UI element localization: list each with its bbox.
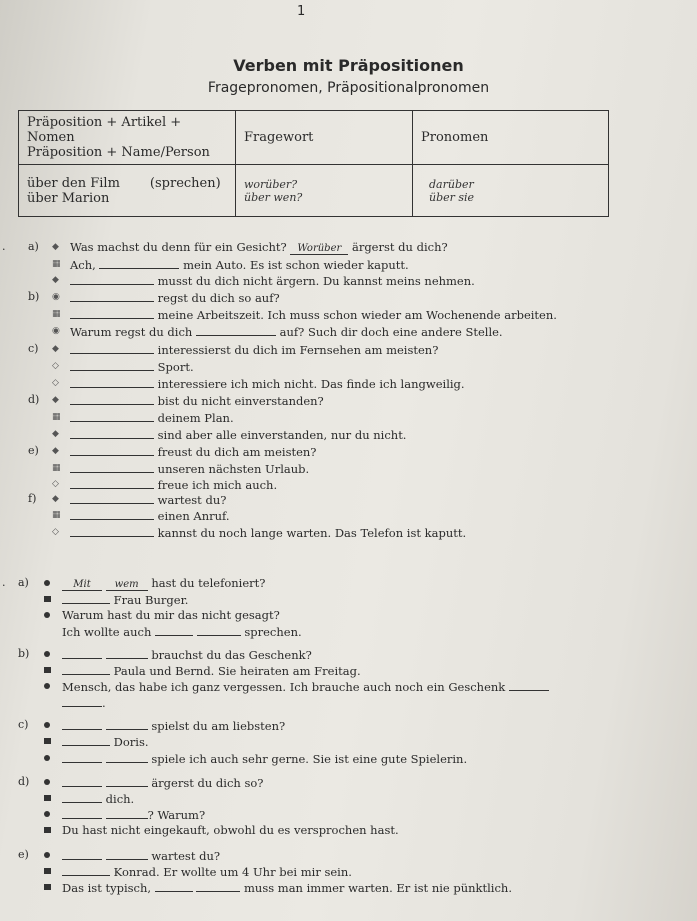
- exercise-line: [70, 342, 438, 357]
- exercise-line: [62, 775, 263, 790]
- speaker-b-square: [44, 884, 51, 890]
- item-label: b): [28, 290, 40, 303]
- answer-blank[interactable]: [62, 718, 102, 730]
- answer-blank[interactable]: [106, 751, 148, 763]
- exercise-line: [70, 273, 475, 288]
- answer-blank[interactable]: [62, 751, 102, 763]
- line-text: ärgerst du dich?: [351, 240, 448, 254]
- line-text: spielst du am liebsten?: [151, 719, 286, 733]
- answer-blank[interactable]: [62, 695, 102, 707]
- exercise-line: [62, 751, 467, 766]
- line-text: Ich wollte auch: [62, 625, 152, 639]
- answer-blank[interactable]: [106, 807, 148, 819]
- speaker-a-icon: ◆: [52, 275, 59, 285]
- answer-blank[interactable]: [70, 307, 154, 319]
- table-row: [19, 165, 609, 217]
- exercise-line: [70, 307, 557, 322]
- exercise-line: [70, 359, 194, 374]
- table-header-row: [19, 111, 609, 165]
- exercise-line: [62, 624, 302, 639]
- answer-blank[interactable]: [62, 663, 110, 675]
- speaker-a-icon: ◇: [52, 527, 59, 537]
- line-text: unseren nächsten Urlaub.: [157, 462, 310, 476]
- answer-blank[interactable]: Worüber: [290, 243, 348, 255]
- answer-blank[interactable]: [70, 427, 154, 439]
- answer-blank[interactable]: [62, 864, 110, 876]
- answer-blank[interactable]: [197, 624, 241, 636]
- line-text: bist du nicht einverstanden?: [157, 394, 324, 408]
- answer-blank[interactable]: Mit: [62, 579, 102, 591]
- speaker-a-dot: [44, 580, 50, 586]
- speaker-a-icon: ◉: [52, 326, 60, 336]
- speaker-a-icon: ◆: [52, 242, 59, 252]
- exercise-line: [62, 647, 312, 662]
- row-col1-text: über den Film: [27, 175, 120, 191]
- item-label: a): [18, 576, 29, 589]
- table-cell: [19, 165, 236, 217]
- table-cell: [236, 165, 413, 217]
- exercise-line: [70, 492, 226, 507]
- exercise-line: [70, 376, 465, 391]
- line-text: sprechen.: [244, 625, 302, 639]
- line-text: musst du dich nicht ärgern. Du kannst meins nehmen.: [157, 274, 475, 288]
- answer-blank[interactable]: [106, 718, 148, 730]
- answer-blank[interactable]: [70, 359, 154, 371]
- row-col3-line2: über sie: [429, 190, 475, 204]
- answer-blank[interactable]: [196, 324, 276, 336]
- line-text: Ach,: [70, 258, 96, 272]
- line-text: hast du telefoniert?: [151, 576, 266, 590]
- answer-blank[interactable]: [62, 807, 102, 819]
- exercise-line: [62, 679, 549, 694]
- table-header-cell: Fragewort: [236, 111, 413, 165]
- answer-blank[interactable]: [70, 290, 154, 302]
- item-label: d): [28, 393, 40, 406]
- speaker-b-icon: ◇: [52, 361, 59, 371]
- speaker-a-icon: ◆: [52, 344, 59, 354]
- speaker-a-icon: ◇: [52, 479, 59, 489]
- speaker-b-icon: ▦: [52, 412, 61, 422]
- exercise-line: [70, 257, 409, 272]
- line-text: Mensch, das habe ich ganz vergessen. Ich brauche auch noch ein Geschenk: [62, 680, 506, 694]
- speaker-a-icon: ◆: [52, 446, 59, 456]
- answer-blank[interactable]: [70, 477, 154, 489]
- row-col2-line2: über wen?: [244, 190, 303, 204]
- line-text: Sport.: [157, 360, 194, 374]
- speaker-a-icon: ◉: [52, 292, 60, 302]
- speaker-b-square: [44, 667, 51, 673]
- line-text: deinem Plan.: [157, 411, 234, 425]
- header-col1-line1: Präposition + Artikel + Nomen: [27, 115, 182, 145]
- line-text: spiele ich auch sehr gerne. Sie ist eine gute Spielerin.: [151, 752, 468, 766]
- line-text: Du hast nicht eingekauft, obwohl du es versprochen hast.: [62, 823, 399, 837]
- reference-table: [18, 110, 609, 217]
- answer-blank[interactable]: [62, 592, 110, 604]
- line-text: Frau Burger.: [113, 593, 189, 607]
- item-label: e): [28, 444, 39, 457]
- exercise-line: [70, 461, 309, 476]
- answer-blank[interactable]: [155, 624, 193, 636]
- table-header-cell: [19, 111, 236, 165]
- line-text: wartest du?: [151, 849, 221, 863]
- speaker-b-square: [44, 868, 51, 874]
- line-text: muss man immer warten. Er ist nie pünktlich.: [244, 881, 512, 895]
- speaker-a-dot: [44, 811, 50, 817]
- exercise-line: [62, 663, 361, 678]
- answer-blank[interactable]: [62, 775, 102, 787]
- speaker-a-icon: ◆: [52, 494, 59, 504]
- line-text: regst du dich so auf?: [157, 291, 280, 305]
- speaker-b-square: [44, 738, 51, 744]
- speaker-a-dot: [44, 722, 50, 728]
- line-text: dich.: [105, 792, 135, 806]
- page-number: 1: [297, 4, 306, 19]
- speaker-a-dot: [44, 683, 50, 689]
- speaker-a-dot: [44, 852, 50, 858]
- line-text: Warum regst du dich: [70, 325, 193, 339]
- row-col1-line1: [27, 176, 227, 191]
- table-cell: [413, 165, 609, 217]
- exercise-line: [70, 508, 230, 523]
- exercise-line: [62, 848, 220, 863]
- item-label: c): [28, 342, 39, 355]
- answer-blank[interactable]: [509, 679, 549, 691]
- line-text: freue ich mich auch.: [157, 478, 278, 492]
- row-col2-line1: worüber?: [244, 177, 298, 191]
- item-label: d): [18, 775, 30, 788]
- exercise-marker: .: [2, 576, 6, 589]
- line-text: .: [102, 696, 106, 710]
- speaker-b-square: [44, 596, 51, 602]
- line-text: Was machst du denn für ein Gesicht?: [70, 240, 287, 254]
- exercise-line: [62, 880, 512, 895]
- item-label: c): [18, 718, 29, 731]
- exercise-line: [62, 718, 285, 733]
- exercise-line: [62, 608, 280, 622]
- speaker-a-icon: ◇: [52, 378, 59, 388]
- answer-blank[interactable]: [62, 848, 102, 860]
- line-text: auf? Such dir doch eine andere Stelle.: [279, 325, 503, 339]
- line-text: Warum hast du mir das nicht gesagt?: [62, 608, 280, 622]
- exercise-line: [62, 864, 352, 879]
- speaker-b-icon: ▦: [52, 510, 61, 520]
- speaker-a-dot: [44, 612, 50, 618]
- speaker-a-icon: ◆: [52, 395, 59, 405]
- page-title: Verben mit Präpositionen: [233, 56, 464, 75]
- header-col1-line2: Präposition + Name/Person: [27, 145, 210, 160]
- answer-blank[interactable]: [70, 492, 154, 504]
- row-col1-verb: (sprechen): [149, 175, 221, 191]
- exercise-line: [70, 324, 503, 339]
- exercise-line: [62, 592, 188, 607]
- speaker-b-square: [44, 827, 51, 833]
- line-text: Das ist typisch,: [62, 881, 152, 895]
- answer-blank[interactable]: [99, 257, 179, 269]
- item-label: b): [18, 647, 30, 660]
- item-label: f): [28, 492, 37, 505]
- speaker-b-icon: ▦: [52, 309, 61, 319]
- exercise-line: [70, 427, 406, 442]
- answer-blank[interactable]: [62, 647, 102, 659]
- answer-blank[interactable]: [196, 880, 240, 892]
- answer-blank[interactable]: [70, 393, 154, 405]
- answer-blank[interactable]: [62, 734, 110, 746]
- exercise-line: [70, 444, 316, 459]
- line-text: brauchst du das Geschenk?: [151, 648, 312, 662]
- answer-blank[interactable]: [70, 444, 154, 456]
- line-text: Doris.: [113, 735, 149, 749]
- line-text: ? Warum?: [147, 808, 206, 822]
- answer-blank[interactable]: [106, 647, 148, 659]
- exercise-line: [62, 791, 134, 806]
- answer-blank[interactable]: [70, 273, 154, 285]
- item-label: a): [28, 240, 39, 253]
- exercise-line: [70, 240, 448, 255]
- line-text: kannst du noch lange warten. Das Telefon ist kaputt.: [157, 526, 467, 540]
- line-text: interessierst du dich im Fernsehen am meisten?: [157, 343, 439, 357]
- speaker-b-icon: ▦: [52, 463, 61, 473]
- exercise-line: [62, 576, 265, 591]
- exercise-marker: .: [2, 240, 6, 253]
- answer-blank[interactable]: [106, 775, 148, 787]
- exercise-line: [70, 393, 324, 408]
- exercise-line: [62, 823, 399, 837]
- exercise-line: [62, 734, 149, 749]
- answer-blank[interactable]: [106, 848, 148, 860]
- answer-blank[interactable]: [70, 376, 154, 388]
- line-text: Konrad. Er wollte um 4 Uhr bei mir sein.: [113, 865, 352, 879]
- table-header-cell: Pronomen: [413, 111, 609, 165]
- speaker-a-dot: [44, 755, 50, 761]
- line-text: meine Arbeitszeit. Ich muss schon wieder am Wochenende arbeiten.: [157, 308, 557, 322]
- line-text: Paula und Bernd. Sie heiraten am Freitag.: [113, 664, 361, 678]
- exercise-line: [70, 477, 277, 492]
- speaker-b-square: [44, 795, 51, 801]
- line-text: interessiere ich mich nicht. Das finde ich langweilig.: [157, 377, 465, 391]
- answer-blank[interactable]: [70, 525, 154, 537]
- answer-blank[interactable]: [62, 791, 102, 803]
- answer-blank[interactable]: [70, 410, 154, 422]
- speaker-b-icon: ▦: [52, 259, 61, 269]
- item-label: e): [18, 848, 29, 861]
- answer-blank[interactable]: [155, 880, 193, 892]
- answer-blank[interactable]: wem: [106, 579, 148, 591]
- answer-blank[interactable]: [70, 461, 154, 473]
- row-col3-line1: darüber: [429, 177, 474, 191]
- speaker-a-dot: [44, 651, 50, 657]
- line-text: wartest du?: [157, 493, 227, 507]
- exercise-line: [62, 807, 205, 822]
- page-subtitle: Fragepronomen, Präpositionalpronomen: [207, 80, 490, 96]
- row-col1-line2: über Marion: [27, 190, 110, 206]
- line-text: ärgerst du dich so?: [151, 776, 264, 790]
- answer-blank[interactable]: [70, 342, 154, 354]
- line-text: mein Auto. Es ist schon wieder kaputt.: [183, 258, 409, 272]
- exercise-line: [70, 290, 280, 305]
- speaker-a-dot: [44, 779, 50, 785]
- exercise-line: [70, 410, 234, 425]
- speaker-a-icon: ◆: [52, 429, 59, 439]
- exercise-line: [62, 695, 106, 710]
- answer-blank[interactable]: [70, 508, 154, 520]
- exercise-line: [70, 525, 466, 540]
- line-text: sind aber alle einverstanden, nur du nicht.: [157, 428, 407, 442]
- line-text: einen Anruf.: [157, 509, 230, 523]
- line-text: freust du dich am meisten?: [157, 445, 317, 459]
